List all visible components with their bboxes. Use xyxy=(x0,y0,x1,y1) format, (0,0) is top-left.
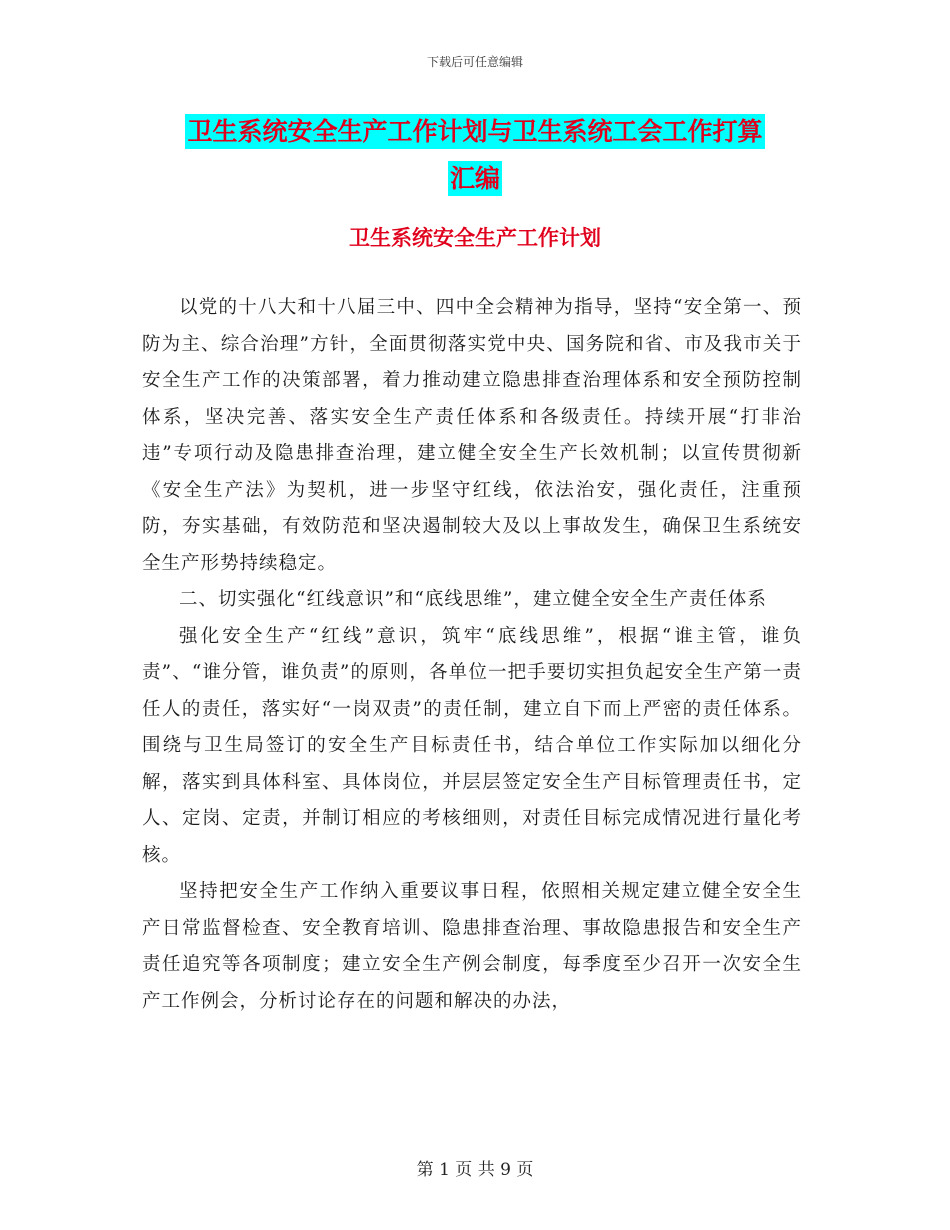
header-note: 下载后可任意编辑 xyxy=(426,55,523,69)
document-title-line-2: 汇编 xyxy=(448,161,502,196)
paragraph: 以党的十八大和十八届三中、四中全会精神为指导，坚持“安全第一、预防为主、综合治理”方针，全面贯彻落实党中央、国务院和省、市及我市关于安全生产工作的决策部署，着力推动建立隐患排查治理体系和安全预防控制体系，坚决完善、落实安全生产责任体系和各级责任。持续开展“打非治违”专项行动及隐患排查治理，建立健全安全生产长效机制；以宣传贯彻新《安全生产法》为契机，进一步坚守红线，依法治安，强化责任，注重预防，夯实基础，有效防范和坚决遏制较大及以上事故发生，确保卫生系统安全生产形势持续稳定。 xyxy=(142,297,802,574)
document-title-line-1: 卫生系统安全生产工作计划与卫生系统工会工作打算 xyxy=(185,114,764,149)
page-number-footer: 第 1 页 共 9 页 xyxy=(416,1160,534,1180)
paragraph: 强化安全生产“红线”意识，筑牢“底线思维”，根据“谁主管，谁负责”、“谁分管，谁负责”的原则，各单位一把手要切实担负起安全生产第一责任人的责任，落实好“一岗双责”的责任制，建立自下而上严密的责任体系。围绕与卫生局签订的安全生产目标责任书，结合单位工作实际加以细化分解，落实到具体科室、具体岗位，并层层签定安全生产目标管理责任书，定人、定岗、定责，并制订相应的考核细则，对责任目标完成情况进行量化考核。 xyxy=(142,625,802,866)
section-title: 卫生系统安全生产工作计划 xyxy=(349,225,601,250)
document-title xyxy=(140,108,810,202)
paragraph-heading: 二、切实强化“红线意识”和“底线思维”，建立健全安全生产责任体系 xyxy=(179,589,767,610)
document-body xyxy=(142,290,802,1020)
paragraph: 坚持把安全生产工作纳入重要议事日程，依照相关规定建立健全安全生产日常监督检查、安全教育培训、隐患排查治理、事故隐患报告和安全生产责任追究等各项制度；建立安全生产例会制度，每季度至少召开一次安全生产工作例会，分析讨论存在的问题和解决的办法， xyxy=(142,881,802,1012)
